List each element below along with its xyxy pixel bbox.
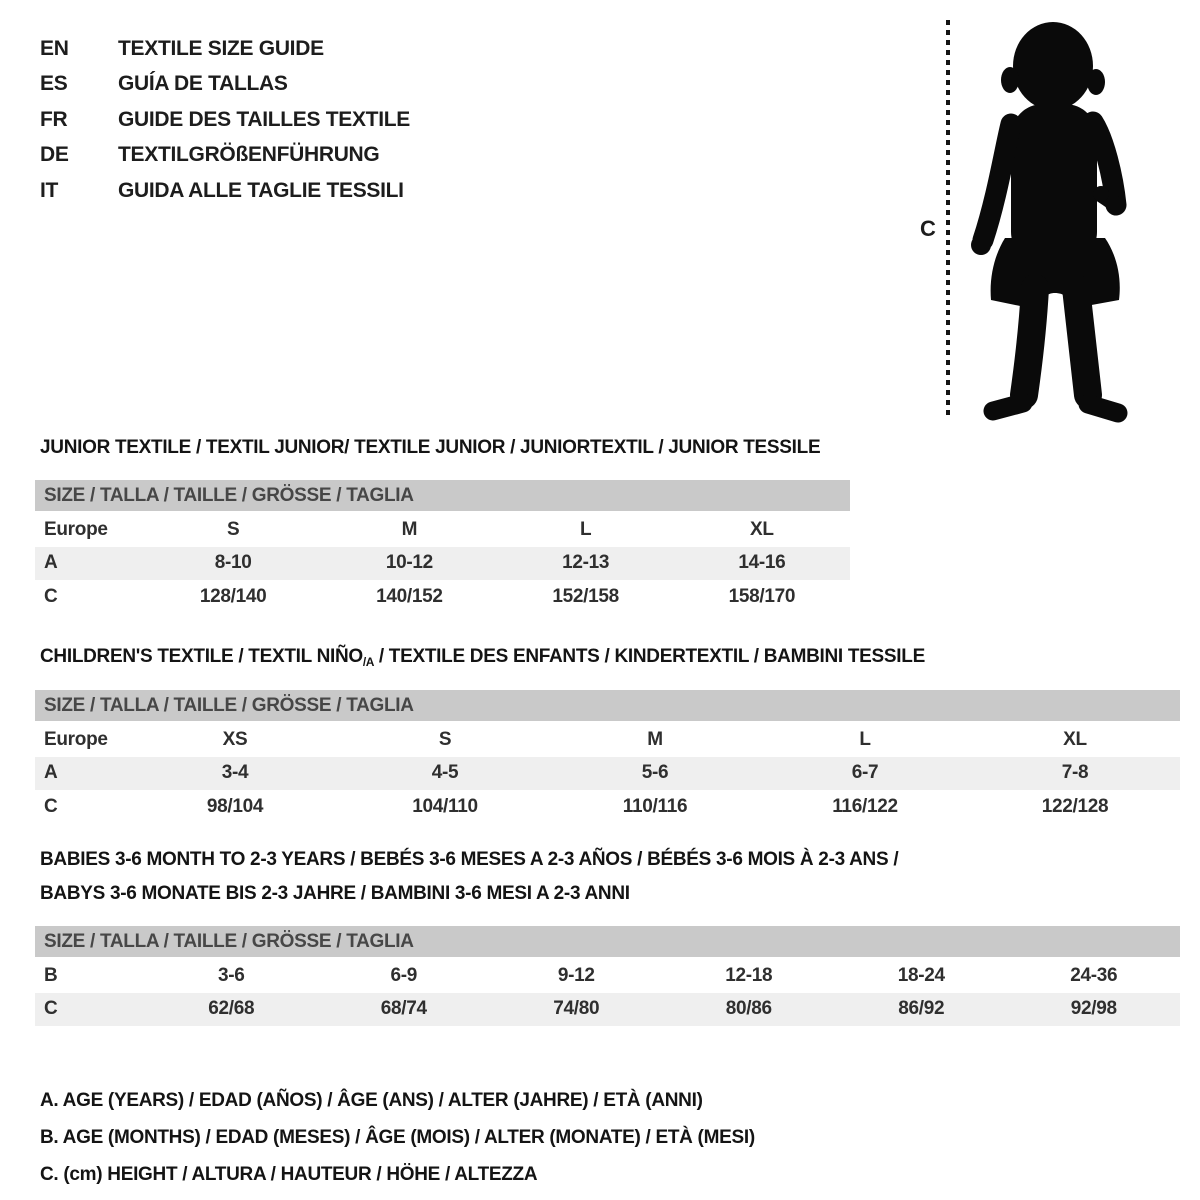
children-title-subscript: /A [362,655,374,669]
language-row [40,173,410,209]
size-header-bar: SIZE / TALLA / TAILLE / GRÖSSE / TAGLIA [35,926,1180,957]
table-cell: 98/104 [206,795,264,817]
toddler-silhouette-icon [953,16,1148,426]
row-label: C [44,998,58,1020]
table-cell: S [226,518,240,540]
row-label: B [44,964,58,986]
table-cell: 5-6 [641,762,669,784]
babies-title-line2: BABYS 3-6 MONATE BIS 2-3 JAHRE / BAMBINI 3-6 MESI A 2-3 ANNI [40,883,630,904]
language-code: DE [40,143,69,167]
table-cell: L [579,518,592,540]
table-cell: XL [750,518,774,540]
table-cell: 158/170 [728,585,796,607]
table-cell: 74/80 [553,998,600,1020]
junior-size-table [35,480,850,614]
junior-section-title: JUNIOR TEXTILE / TEXTIL JUNIOR/ TEXTILE JUNIOR / JUNIORTEXTIL / JUNIOR TESSILE [40,437,821,458]
table-cell: 68/74 [380,998,427,1020]
table-cell: 116/122 [832,795,898,817]
table-cell: 6-7 [851,762,879,784]
table-cell: 4-5 [431,762,459,784]
height-measure-dashed-line [946,20,950,417]
language-row [40,31,410,67]
table-cell: 9-12 [557,964,595,986]
table-cell: 12-13 [562,552,610,574]
table-row-height [35,993,1180,1027]
table-cell: 110/116 [622,795,688,817]
table-cell: XL [1063,728,1087,750]
table-cell: 128/140 [199,585,267,607]
legend-line-b: B. AGE (MONTHS) / EDAD (MESES) / ÂGE (MOIS) / ALTER (MONATE) / ETÀ (MESI) [40,1127,755,1148]
height-measure-label: C [920,216,936,241]
table-cell: S [438,728,452,750]
size-header-bar: SIZE / TALLA / TAILLE / GRÖSSE / TAGLIA [35,480,850,511]
guide-title: GUÍA DE TALLAS [118,72,288,96]
guide-title: GUIDA ALLE TAGLIE TESSILI [118,178,404,202]
table-cell: 18-24 [897,964,945,986]
table-cell: 122/128 [1041,795,1109,817]
row-label: A [44,762,58,784]
legend-line-a: A. AGE (YEARS) / EDAD (AÑOS) / ÂGE (ANS) / ALTER (JAHRE) / ETÀ (ANNI) [40,1090,703,1111]
measurement-legend [40,1082,755,1193]
table-row-height [35,790,1180,824]
language-code: EN [40,36,69,60]
table-row-height [35,580,850,614]
table-cell: 152/158 [552,585,619,607]
table-cell: XS [222,728,248,750]
table-cell: 3-4 [221,762,249,784]
language-row [40,67,410,103]
table-cell: 24-36 [1070,964,1118,986]
table-row-age [35,757,1180,791]
size-header-bar: SIZE / TALLA / TAILLE / GRÖSSE / TAGLIA [35,690,1180,721]
row-label: Europe [44,728,108,750]
babies-size-table [35,926,1180,1026]
table-cell: L [859,728,871,750]
babies-section-title [40,843,898,911]
table-cell: 92/98 [1070,998,1117,1020]
babies-title-line1: BABIES 3-6 MONTH TO 2-3 YEARS / BEBÉS 3-6 MESES A 2-3 AÑOS / BÉBÉS 3-6 MOIS À 2-3 ANS / [40,849,899,870]
row-label: A [44,552,58,574]
table-cell: M [647,728,663,750]
table-cell: 3-6 [217,964,245,986]
table-cell: M [401,518,418,540]
table-cell: 140/152 [376,585,443,607]
table-cell: 86/92 [898,998,945,1020]
guide-title: GUIDE DES TAILLES TEXTILE [118,107,410,131]
children-section-title [40,646,925,668]
table-cell: 12-18 [725,964,773,986]
table-cell: 104/110 [412,795,478,817]
row-label: Europe [44,518,108,540]
table-cell: 62/68 [208,998,255,1020]
row-label: C [44,585,58,607]
table-cell: 80/86 [725,998,772,1020]
table-cell: 14-16 [738,552,786,574]
language-row [40,138,410,174]
language-row [40,102,410,138]
legend-line-c: C. (cm) HEIGHT / ALTURA / HAUTEUR / HÖHE / ALTEZZA [40,1164,538,1185]
table-row-europe [35,723,1180,757]
language-code: FR [40,107,68,131]
guide-title: TEXTILE SIZE GUIDE [118,36,324,60]
row-label: C [44,795,58,817]
table-row-europe [35,513,850,547]
table-cell: 10-12 [385,552,433,574]
language-code: IT [40,178,59,202]
children-title-post: / TEXTILE DES ENFANTS / KINDERTEXTIL / BAMBINI TESSILE [373,646,925,667]
children-title-pre: CHILDREN'S TEXTILE / TEXTIL NIÑO [40,646,363,667]
table-cell: 7-8 [1061,762,1089,784]
table-row-months [35,959,1180,993]
children-size-table [35,690,1180,824]
table-row-age [35,547,850,581]
language-code: ES [40,72,68,96]
table-cell: 6-9 [390,964,418,986]
guide-title: TEXTILGRÖßENFÜHRUNG [118,143,380,167]
language-title-list [40,31,410,209]
table-cell: 8-10 [214,552,252,574]
